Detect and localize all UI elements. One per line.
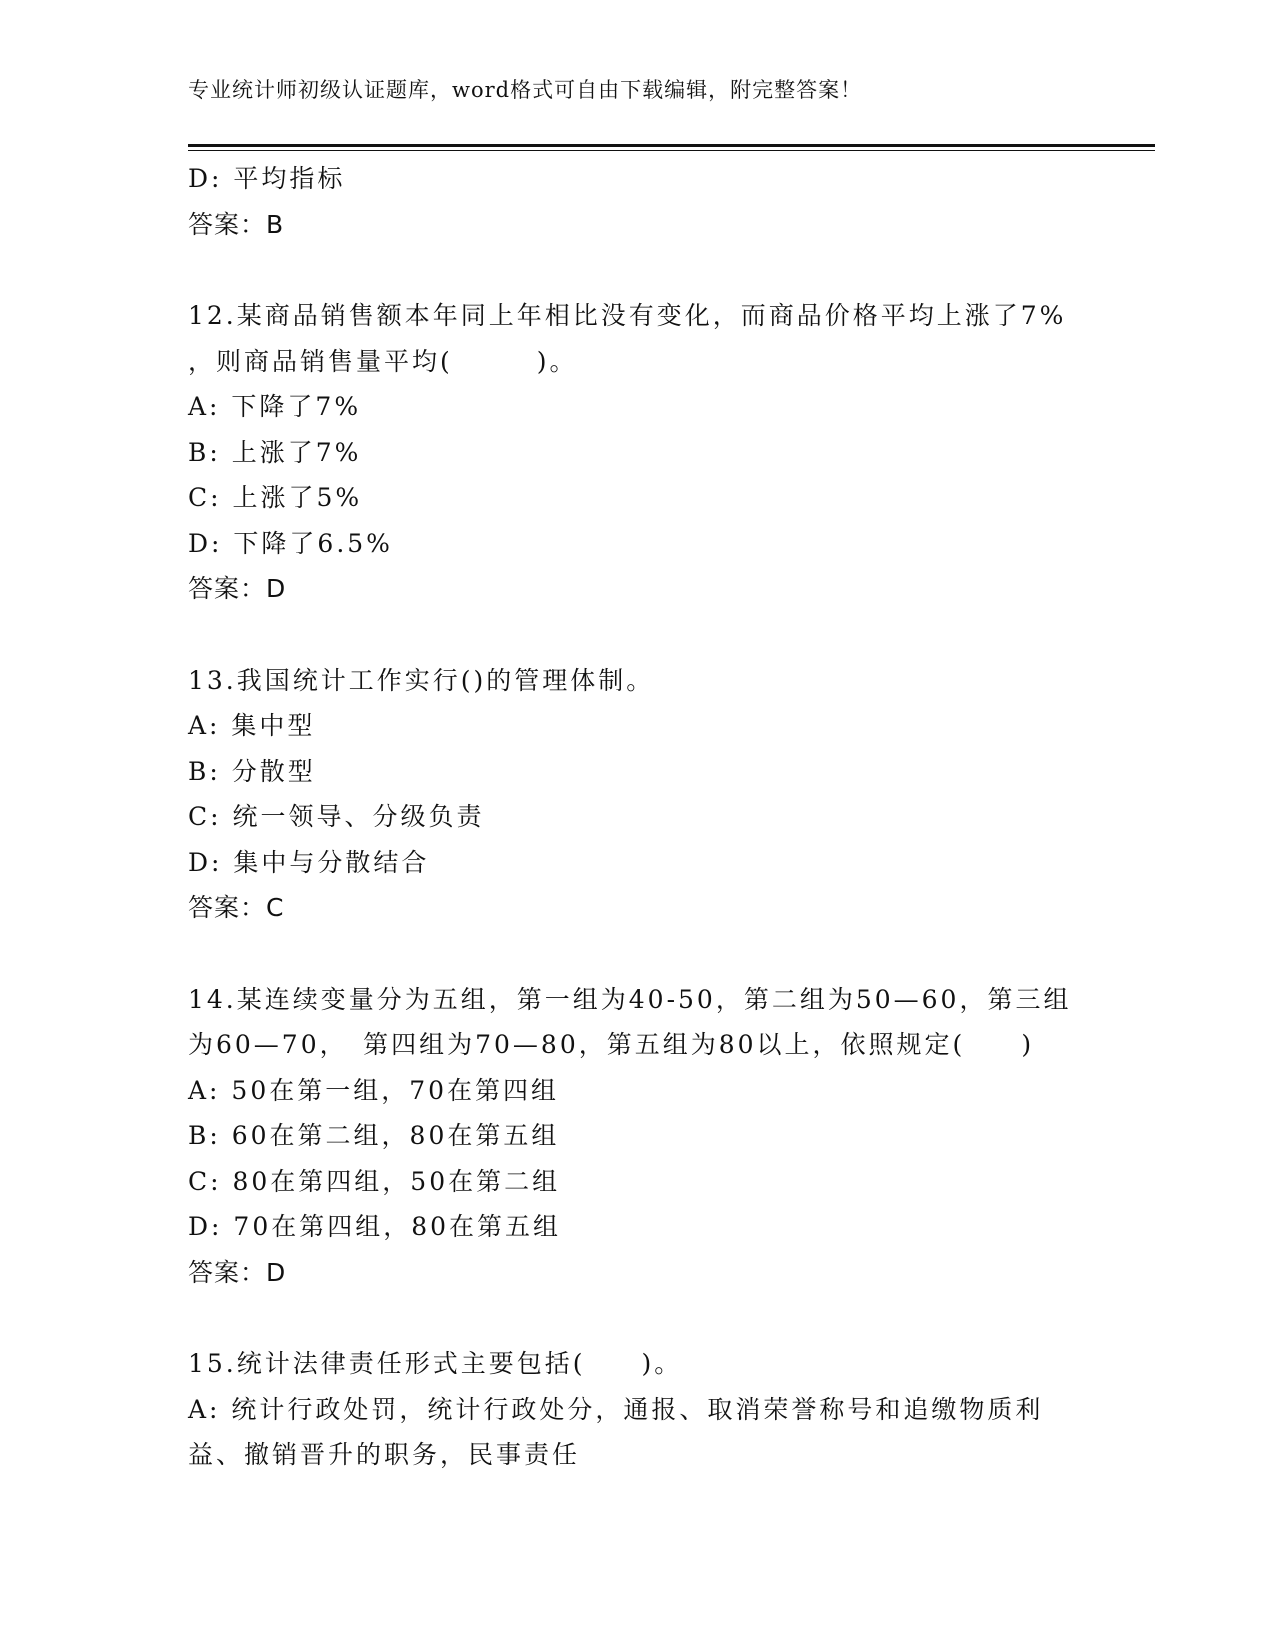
option-c: C: 统一领导、分级负责: [188, 802, 485, 831]
option-a: A: 统计行政处罚，统计行政处分，通报、取消荣誉称号和追缴物质利: [188, 1394, 1044, 1424]
option-a-continued: 益、撤销晋升的职务，民事责任: [188, 1440, 581, 1469]
option-b: B: 60在第二组，80在第五组: [188, 1121, 560, 1150]
spacer: [188, 247, 1088, 293]
answer-line: 答案：C: [188, 893, 285, 922]
question-stem: 12.某商品销售额本年同上年相比没有变化，而商品价格平均上涨了7%: [188, 301, 1067, 330]
question-12: [188, 293, 1088, 612]
option-d: D: 平均指标: [188, 164, 346, 193]
answer-line: 答案：B: [188, 209, 285, 239]
question-stem-continued: ，则商品销售量平均( )。: [188, 346, 578, 376]
spacer: [188, 931, 1088, 977]
option-d: D: 下降了6.5%: [188, 528, 393, 558]
question-stem: 14.某连续变量分为五组，第一组为40-50，第二组为50—60，第三组: [188, 984, 1072, 1014]
option-b: B: 分散型: [188, 756, 316, 786]
option-c: C: 80在第四组，50在第二组: [188, 1166, 561, 1196]
option-a: A: 集中型: [188, 711, 316, 740]
question-list: [188, 156, 1088, 1478]
header-rule-thin: [188, 150, 1155, 151]
answer-line: 答案：D: [188, 574, 287, 603]
option-a: A: 50在第一组，70在第四组: [188, 1075, 560, 1105]
question-stem: 15.统计法律责任形式主要包括( )。: [188, 1349, 683, 1378]
spacer: [188, 1295, 1088, 1341]
page-header: 专业统计师初级认证题库，word格式可自由下载编辑，附完整答案！: [188, 78, 863, 102]
question-14: [188, 977, 1088, 1296]
option-c: C: 上涨了5%: [188, 483, 363, 512]
question-stem: 13.我国统计工作实行()的管理体制。: [188, 665, 655, 695]
option-b: B: 上涨了7%: [188, 437, 362, 467]
option-a: A: 下降了7%: [188, 392, 362, 421]
answer-line: 答案：D: [188, 1257, 287, 1287]
question-stem-continued: 为60—70， 第四组为70—80，第五组为80以上，依照规定( ): [188, 1030, 1035, 1059]
question-13: [188, 658, 1088, 931]
header-rule-thick: [188, 144, 1155, 147]
option-d: D: 集中与分散结合: [188, 847, 430, 877]
question-15: [188, 1341, 1088, 1478]
prev-question: [188, 156, 1088, 247]
spacer: [188, 612, 1088, 658]
option-d: D: 70在第四组，80在第五组: [188, 1212, 562, 1241]
